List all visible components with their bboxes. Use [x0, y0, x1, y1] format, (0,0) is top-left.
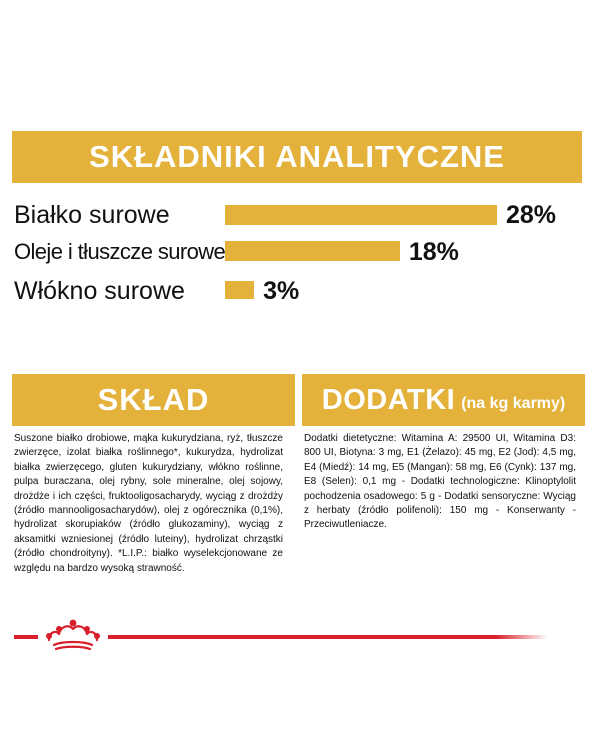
nutrient-bar-fiber: [225, 281, 254, 299]
nutrient-label-fiber: Włókno surowe: [14, 277, 185, 305]
nutrient-label-fat: Oleje i tłuszcze surowe: [14, 239, 226, 264]
sklad-ingredients-text: Suszone białko drobiowe, mąka kukurydziana, ryż, tłuszcze zwierzęce, izolat białka roślinnego*, kukurydza, hydrolizat białka zwierzęcego, gluten kukurydziany, włókno roślinne, pulpa buraczana, olej rybny, sole mineralne, olej sojowy, drożdże i ich części, fruktooligosacharydy, wyciąg z drożdży (źródło mannooligosacharydów), olej z ogórecznika (0,1%), hydrolizat skorupiaków (źródło glukozaminy), wyciąg z aksamitki wzniesionej (źródło luteiny), hydrolizat chrząstki (źródło chondroityny). *L.I.P.: białko wyselekcjonowane ze względu na bardzo wysoką strawność.: [14, 433, 283, 574]
nutrient-value-protein: 28%: [506, 201, 557, 229]
nutrient-bar-fat: [225, 241, 400, 261]
nutrient-label-protein: Białko surowe: [14, 201, 170, 229]
nutrient-value-fat: 18%: [408, 238, 459, 266]
brand-line-right: [108, 635, 548, 639]
dodatki-additives-text: Dodatki dietetyczne: Witamina A: 29500 UI, Witamina D3: 800 UI, Biotyna: 3 mg, E1 (Żelazo): 45 mg, E2 (Jod): 4,5 mg, E4 (Miedź): 14 mg, E5 (Mangan): 58 mg, E6 (Cynk): 137 mg, E8 (Selen): 0,1 mg - Dodatki technologiczne: Klinoptylolit pochodzenia osadowego: 5 g - Dodatki sensoryczne: Wyciąg z herbaty (źródło polifenoli): 150 mg - Konserwanty - Przeciwutleniacze.: [304, 433, 576, 531]
dodatki-title: DODATKI: [321, 383, 456, 416]
nutrient-value-fiber: 3%: [263, 277, 300, 305]
royal-canin-crown-icon: [40, 614, 106, 654]
analytic-title-banner: [12, 131, 582, 183]
analytic-title: SKŁADNIKI ANALITYCZNE: [89, 139, 505, 174]
sklad-title-banner: [12, 374, 295, 426]
dodatki-title-banner: [302, 374, 585, 426]
sklad-title: SKŁAD: [97, 382, 210, 417]
brand-line-left: [14, 635, 38, 639]
dodatki-subtitle: (na kg karmy): [461, 395, 566, 412]
nutrient-bar-protein: [225, 205, 497, 225]
